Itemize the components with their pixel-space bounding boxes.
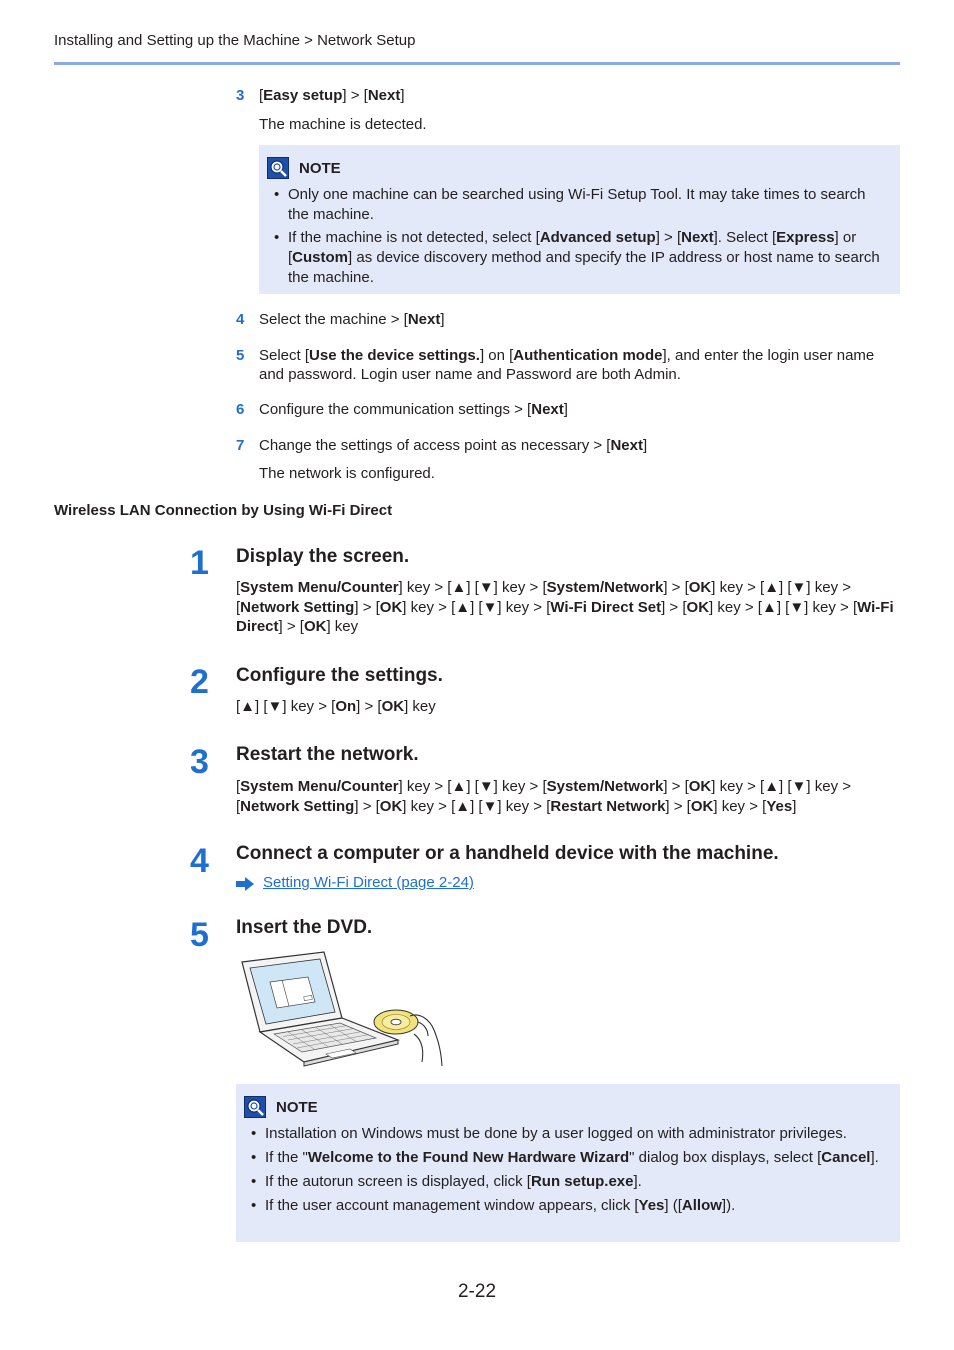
step-text: Select [Use the device settings.] on [Authentication mode], and enter the login user name and password. Login user name and Password are both Admin.: [259, 347, 875, 383]
note-header: [267, 157, 890, 179]
big-step-title: Restart the network.: [236, 744, 419, 765]
big-step-number: 4: [190, 842, 209, 880]
note-label: NOTE: [276, 1098, 318, 1116]
section-title: Wireless LAN Connection by Using Wi-Fi Direct: [54, 502, 393, 519]
step-number: 7: [236, 437, 245, 454]
note-label: NOTE: [299, 159, 341, 177]
big-step-title: Insert the DVD.: [236, 917, 373, 938]
step-number: 6: [236, 401, 245, 418]
laptop-dvd-illustration: [238, 950, 444, 1070]
note-list: [244, 1124, 890, 1216]
big-step-number: 1: [190, 544, 209, 582]
note-item: • If the "Welcome to the Found New Hardware Wizard" dialog box displays, select [Cancel].: [244, 1148, 890, 1168]
note-item: • If the autorun screen is displayed, click [Run setup.exe].: [244, 1172, 890, 1192]
note-item: • If the user account management window appears, click [Yes] ([Allow]).: [244, 1196, 890, 1216]
header-rule: [54, 62, 900, 65]
note-item: • If the machine is not detected, select [Advanced setup] > [Next]. Select [Express] or [Custom] as device discovery method and specify the IP address or host name to search the machine.: [267, 228, 890, 288]
big-step-title: Configure the settings.: [236, 665, 443, 686]
big-step-number: 3: [190, 743, 209, 781]
step-result: The machine is detected.: [259, 116, 427, 133]
big-step-text: [▲] [▼] key > [On] > [OK] key: [236, 698, 436, 715]
step-number: 4: [236, 311, 245, 328]
note-box: [259, 145, 900, 294]
step-result: The network is configured.: [259, 465, 435, 482]
step-text: Select the machine > [Next]: [259, 311, 445, 328]
note-item: • Installation on Windows must be done by a user logged on with administrator privileges.: [244, 1124, 890, 1144]
step-text: Change the settings of access point as necessary > [Next]: [259, 437, 648, 454]
arrow-right-icon: [236, 877, 254, 891]
step-text: [Easy setup] > [Next]: [259, 87, 405, 104]
big-step-text: [System Menu/Counter] key > [▲] [▼] key > [System/Network] > [OK] key > [▲] [▼] key > [Network Setting] > [OK] key > [▲] [▼] key > [Restart Network] > [OK] key > [Yes]: [236, 778, 852, 815]
note-icon: [267, 157, 289, 179]
step-text: Configure the communication settings > [Next]: [259, 401, 568, 418]
big-step-title: Connect a computer or a handheld device with the machine.: [236, 843, 779, 864]
cross-reference-link[interactable]: Setting Wi-Fi Direct (page 2-24): [263, 874, 474, 891]
breadcrumb: Installing and Setting up the Machine > Network Setup: [54, 32, 416, 49]
note-list: [267, 185, 890, 288]
note-icon: [244, 1096, 266, 1118]
step-number: 3: [236, 87, 245, 104]
big-step-text: [System Menu/Counter] key > [▲] [▼] key > [System/Network] > [OK] key > [▲] [▼] key > [Network Setting] > [OK] key > [▲] [▼] key > [Wi-Fi Direct Set] > [OK] key > [▲] [▼] key > [Wi-Fi Direct] > [OK] key: [236, 579, 894, 635]
page-number: 2-22: [457, 1281, 497, 1302]
note-item: • Only one machine can be searched using Wi-Fi Setup Tool. It may take times to search the machine.: [267, 185, 890, 225]
big-step-number: 5: [190, 916, 209, 954]
note-box: [236, 1084, 900, 1242]
big-step-title: Display the screen.: [236, 546, 410, 567]
step-number: 5: [236, 347, 245, 364]
big-step-number: 2: [190, 663, 209, 701]
note-header: [244, 1096, 890, 1118]
